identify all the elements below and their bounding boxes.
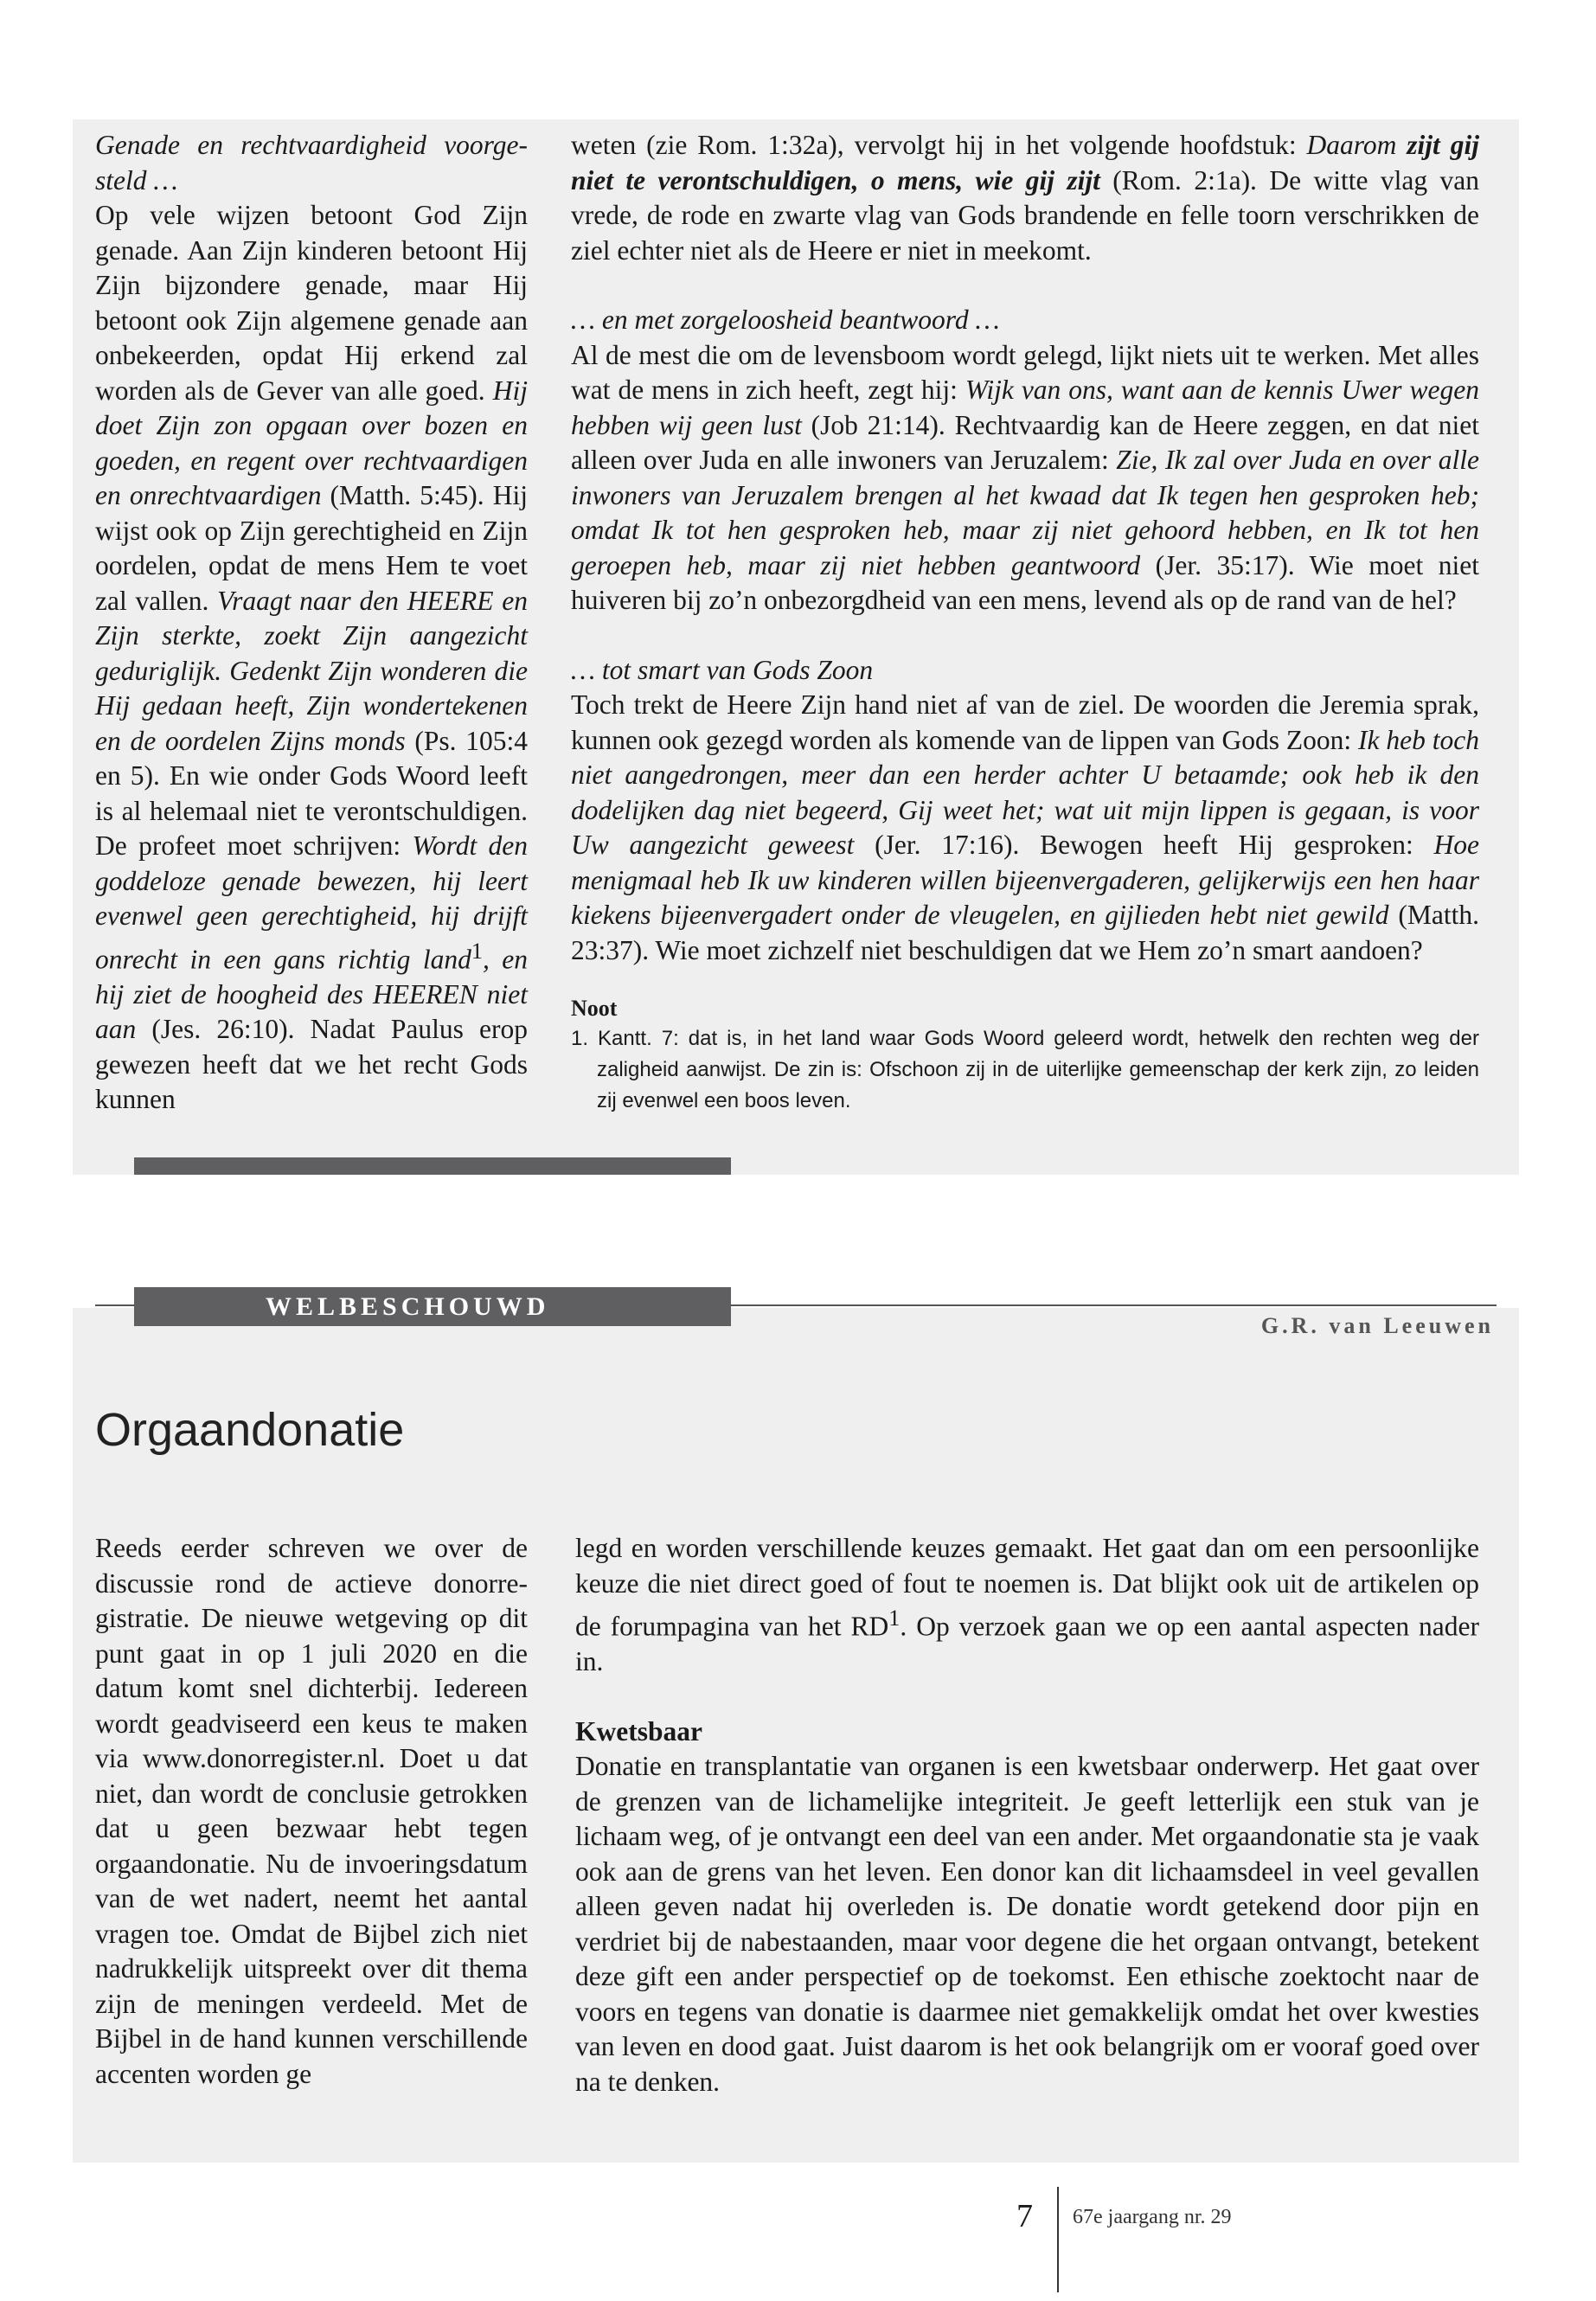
section-label: WELBESCHOUWD xyxy=(134,1287,731,1326)
subheading: … tot smart van Gods Zoon xyxy=(571,654,874,685)
page-number: 7 xyxy=(1016,2198,1033,2234)
subheading: Genade en rechtvaardigheid voorgesteld … xyxy=(95,130,528,195)
footnote-ref: 1 xyxy=(888,1606,901,1631)
paragraph: legd en worden verschillende keuzes gemaakt. Het gaat dan om een persoonlijke keuze die niet direct goed of fout te noemen is. Dat blijkt ook uit de artikelen op de forumpagina van het $RD^1$. Op verzoek gaan we op een aantal aspecten nader in. xyxy=(575,1533,1480,1676)
decorative-bar xyxy=(134,1157,731,1175)
author-byline: G.R. van Leeuwen xyxy=(1260,1313,1494,1338)
header-rule-right xyxy=(731,1304,1497,1306)
header-rule-left xyxy=(95,1304,134,1306)
issue-info: 67e jaargang nr. 29 xyxy=(1073,2206,1232,2228)
paragraph: Reeds eerder schreven we over de discussie rond de actieve donorregistratie. De nieuwe wetgeving op dit punt gaat in op 1 juli 2020 en die datum komt snel dichterbij. Iedereen wordt geadviseerd een keus te maken via www.donorregister.nl. Doet u dat niet, dan wordt de conclusie getrokken dat u geen bezwaar hebt tegen orgaandonatie. Nu de invoeringsdatum van de wet nadert, neemt het aantal vragen toe. Omdat de Bijbel zich niet nadrukkelijk uitspreekt over dit thema zijn de meningen verdeeld. Met de Bijbel in de hand kunnen verschillende accenten worden ge xyxy=(95,1533,528,2089)
top-left-column xyxy=(95,128,528,1118)
section-heading: Kwetsbaar xyxy=(575,1715,702,1747)
bottom-left-column xyxy=(95,1531,528,2092)
paragraph: Al de mest die om de levensboom wordt gelegd, lijkt niets uit te werken. Met alles wat de mens in zich heeft, zegt hij: Wijk van ons, want aan de kennis Uwer wegen hebben wij geen lust (Job 21:14). Rechtvaardig kan de Heere zeggen, en dat niet alleen over Juda en alle inwoners van Jeruzalem: Zie, Ik zal over Juda en over alle inwoners van Jeruzalem brengen al het kwaad dat Ik tegen hen gesproken heb; omdat Ik tot hen gesproken heb, maar zij niet gehoord hebben, en Ik tot hen geroepen heb, maar zij niet hebben geantwoord (Jer. 35:17). Wie moet niet huiveren bij zo’n onbezorgdheid van een mens, levend als op de rand van de hel? xyxy=(571,339,1479,615)
subheading: … en met zorgeloosheid beantwoord … xyxy=(571,304,1000,335)
paragraph: weten (zie Rom. 1:32a), vervolgt hij in het volgende hoofdstuk: Daarom zijt gij niet te verontschuldigen, o mens, wie gij zijt (Rom. 2:1a). De witte vlag van vrede, de rode en zwarte vlag van Gods brandende en felle toorn verschrikken de ziel echter niet als de Heere er niet in meekomt. xyxy=(571,130,1479,266)
paragraph: Op vele wijzen betoont God Zijn genade. Aan Zijn kinderen betoont Hij Zijn bijzondere genade, maar Hij betoont ook Zijn algemene genade aan onbekeerden, opdat Hij erkend zal worden als de Gever van alle goed. Hij doet Zijn zon opgaan over bozen en goeden, en regent over rechtvaardigen en onrechtvaardigen (Matth. 5:45). Hij wijst ook op Zijn gerechtigheid en Zijn oordelen, opdat de mens Hem te voet zal vallen. Vraagt naar den HEERE en Zijn sterkte, zoekt Zijn aangezicht geduriglijk. Gedenkt Zijn wonderen die Hij gedaan heeft, Zijn wondertekenen en de oordelen Zijns monds (Ps. 105:4 en 5). En wie onder Gods Woord leeft is al helemaal niet te verontschuldigen. De profeet moet schrijven: Wordt den goddeloze genade bewezen, hij leert evenwel geen gerechtigheid, hij drijft onrecht in een gans richtig land$^1$, en hij ziet de hoogheid des HEEREN niet aan (Jes. 26:10). Nadat Paulus erop gewezen heeft dat we het recht Gods kunnen xyxy=(95,200,529,1114)
footer-divider xyxy=(1057,2187,1059,2292)
article-title: Orgaandonatie xyxy=(95,1404,405,1456)
footnote-heading: Noot xyxy=(571,996,618,1021)
paragraph: Toch trekt de Heere Zijn hand niet af van de ziel. De woorden die Jeremia sprak, kunnen ook gezegd worden als komende van de lippen van Gods Zoon: Ik heb toch niet aangedrongen, meer dan een herder achter U betaamde; ook heb ik den dodelijken dag niet begeerd, Gij weet het; wat uit mijn lippen is gegaan, is voor Uw aangezicht geweest (Jer. 17:16). Bewogen heeft Hij gesproken: Hoe menigmaal heb Ik uw kinderen willen bijeenvergaderen, gelijkerwijs een hen haar kiekens bijeenvergadert onder de vleugelen, en gijlieden hebt niet gewild (Matth. 23:37). Wie moet zichzelf niet beschuldigen dat we Hem zo’n smart aandoen? xyxy=(571,689,1480,965)
paragraph: Donatie en transplantatie van organen is een kwetsbaar onderwerp. Het gaat over de grenzen van de lichamelijke integriteit. Je geeft letterlijk een stuk van je lichaam weg, of je ontvangt een deel van een ander. Met orgaandonatie sta je vaak ook aan de grens van het leven. Een donor kan dit lichaamsdeel in veel gevallen alleen geven nadat hij overleden is. De donatie wordt getekend door pijn en verdriet bij de nabestaanden, maar voor degene die het orgaan ontvangt, betekent deze gift een ander perspectief op de toekomst. Een ethische zoektocht naar de voors en tegens van donatie is daarmee niet gemakkelijk omdat het over kwesties van leven en dood gaat. Juist daarom is het ook belangrijk om er vooraf goed over na te denken. xyxy=(575,1751,1479,2097)
top-right-column xyxy=(571,128,1479,1117)
bottom-right-column xyxy=(575,1531,1479,2099)
footnote-text: 1. Kantt. 7: dat is, in het land waar Gods Woord geleerd wordt, hetwelk den rechten weg der zaligheid aanwijst. De zin is: Ofschoon zij in de uiterlijke gemeenschap der kerk zijn, zo leiden zij evenwel een boos leven. xyxy=(571,1027,1479,1112)
footnote-ref: 1 xyxy=(471,938,483,964)
